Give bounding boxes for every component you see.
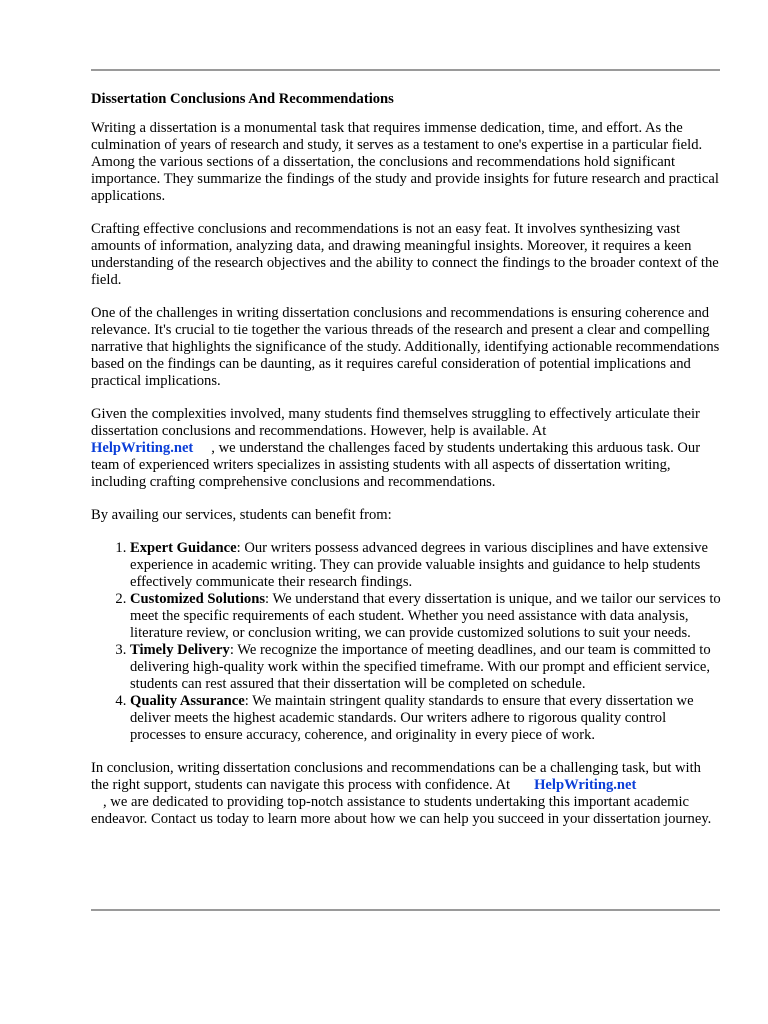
list-item: 3. Timely Delivery: We recognize the importance of meeting deadlines, and our team is committed to delivering high-quality work within the specified timeframe. With our prompt and efficient service, students can rest assured that their dissertation will be completed on schedule. bbox=[130, 642, 721, 693]
benefit-title: Expert Guidance bbox=[130, 540, 237, 556]
document-title: Dissertation Conclusions And Recommendations bbox=[91, 91, 394, 107]
benefit-title: Quality Assurance bbox=[130, 693, 245, 709]
bottom-divider bbox=[91, 909, 720, 911]
top-divider bbox=[91, 69, 720, 71]
paragraph-crafting: Crafting effective conclusions and recommendations is not an easy feat. It involves synthesizing vast amounts of information, analyzing data, and drawing meaningful insights. Moreover, it requires a keen understanding of the research objectives and the ability to connect the findings to the broader context of the field. bbox=[91, 221, 719, 288]
paragraph-conclusion bbox=[91, 760, 721, 828]
list-item: 2. Customized Solutions: We understand that every dissertation is unique, and we tailor our services to meet the specific requirements of each student. Whether you need assistance with data analysis, literature review, or conclusion writing, we can provide customized solutions to suit your needs. bbox=[130, 591, 721, 642]
list-item: 1. Expert Guidance: Our writers possess advanced degrees in various disciplines and have extensive experience in academic writing. They can provide valuable insights and guidance to help students effectively communicate their research findings. bbox=[130, 540, 721, 591]
benefit-text: We understand that every dissertation is unique, and we tailor our services to meet the specific requirements of each student. Whether you need assistance with data analysis, literature review, or conclusion writing, we can provide customized solutions to suit your needs. bbox=[130, 591, 721, 641]
helpwriting-link[interactable]: HelpWriting.net bbox=[534, 777, 637, 793]
benefits-list bbox=[91, 540, 721, 744]
help-text-before: Given the complexities involved, many students find themselves struggling to effectively articulate their dissertation conclusions and recommendations. However, help is available. At bbox=[91, 406, 700, 439]
paragraph-help bbox=[91, 406, 721, 491]
paragraph-challenges: One of the challenges in writing dissertation conclusions and recommendations is ensuring coherence and relevance. It's crucial to tie together the various threads of the research and present a clear and compelling narrative that highlights the significance of the study. Additionally, identifying actionable recommendations based on the findings can be daunting, as it requires careful consideration of potential implications and practical implications. bbox=[91, 305, 720, 389]
list-item: 4. Quality Assurance: We maintain stringent quality standards to ensure that every dissertation we deliver meets the highest academic standards. Our writers adhere to rigorous quality control processes to ensure accuracy, coherence, and originality in every piece of work. bbox=[130, 693, 721, 744]
conclusion-text-before: In conclusion, writing dissertation conclusions and recommendations can be a challenging task, but with the right support, students can navigate this process with confidence. At bbox=[91, 760, 701, 793]
conclusion-text-after: , we are dedicated to providing top-notch assistance to students undertaking this important academic endeavor. Contact us today to learn more about how we can help you succeed in your dissertation journey. bbox=[91, 794, 712, 827]
benefit-text: Our writers possess advanced degrees in various disciplines and have extensive experience in academic writing. They can provide valuable insights and guidance to help students effectively communicate their research findings. bbox=[130, 540, 708, 590]
paragraph-intro: Writing a dissertation is a monumental task that requires immense dedication, time, and effort. As the culmination of years of research and study, it serves as a testament to one's expertise in a particular field. Among the various sections of a dissertation, the conclusions and recommendations hold significant importance. They summarize the findings of the study and provide insights for future research and practical applications. bbox=[91, 120, 719, 204]
document-body bbox=[91, 91, 721, 844]
benefit-text: We recognize the importance of meeting deadlines, and our team is committed to delivering high-quality work within the specified timeframe. With our prompt and efficient service, students can rest assured that their dissertation will be completed on schedule. bbox=[130, 642, 711, 692]
benefit-title: Customized Solutions bbox=[130, 591, 266, 607]
benefit-title: Timely Delivery bbox=[130, 642, 230, 658]
helpwriting-link[interactable]: HelpWriting.net bbox=[91, 440, 194, 456]
paragraph-benefits-intro: By availing our services, students can benefit from: bbox=[91, 507, 392, 523]
benefit-text: We maintain stringent quality standards to ensure that every dissertation we deliver meets the highest academic standards. Our writers adhere to rigorous quality control processes to ensure accuracy, coherence, and originality in every piece of work. bbox=[130, 693, 694, 743]
help-text-after: , we understand the challenges faced by students undertaking this arduous task. Our team of experienced writers specializes in assisting students with all aspects of dissertation writing, including crafting comprehensive conclusions and recommendations. bbox=[91, 440, 701, 490]
